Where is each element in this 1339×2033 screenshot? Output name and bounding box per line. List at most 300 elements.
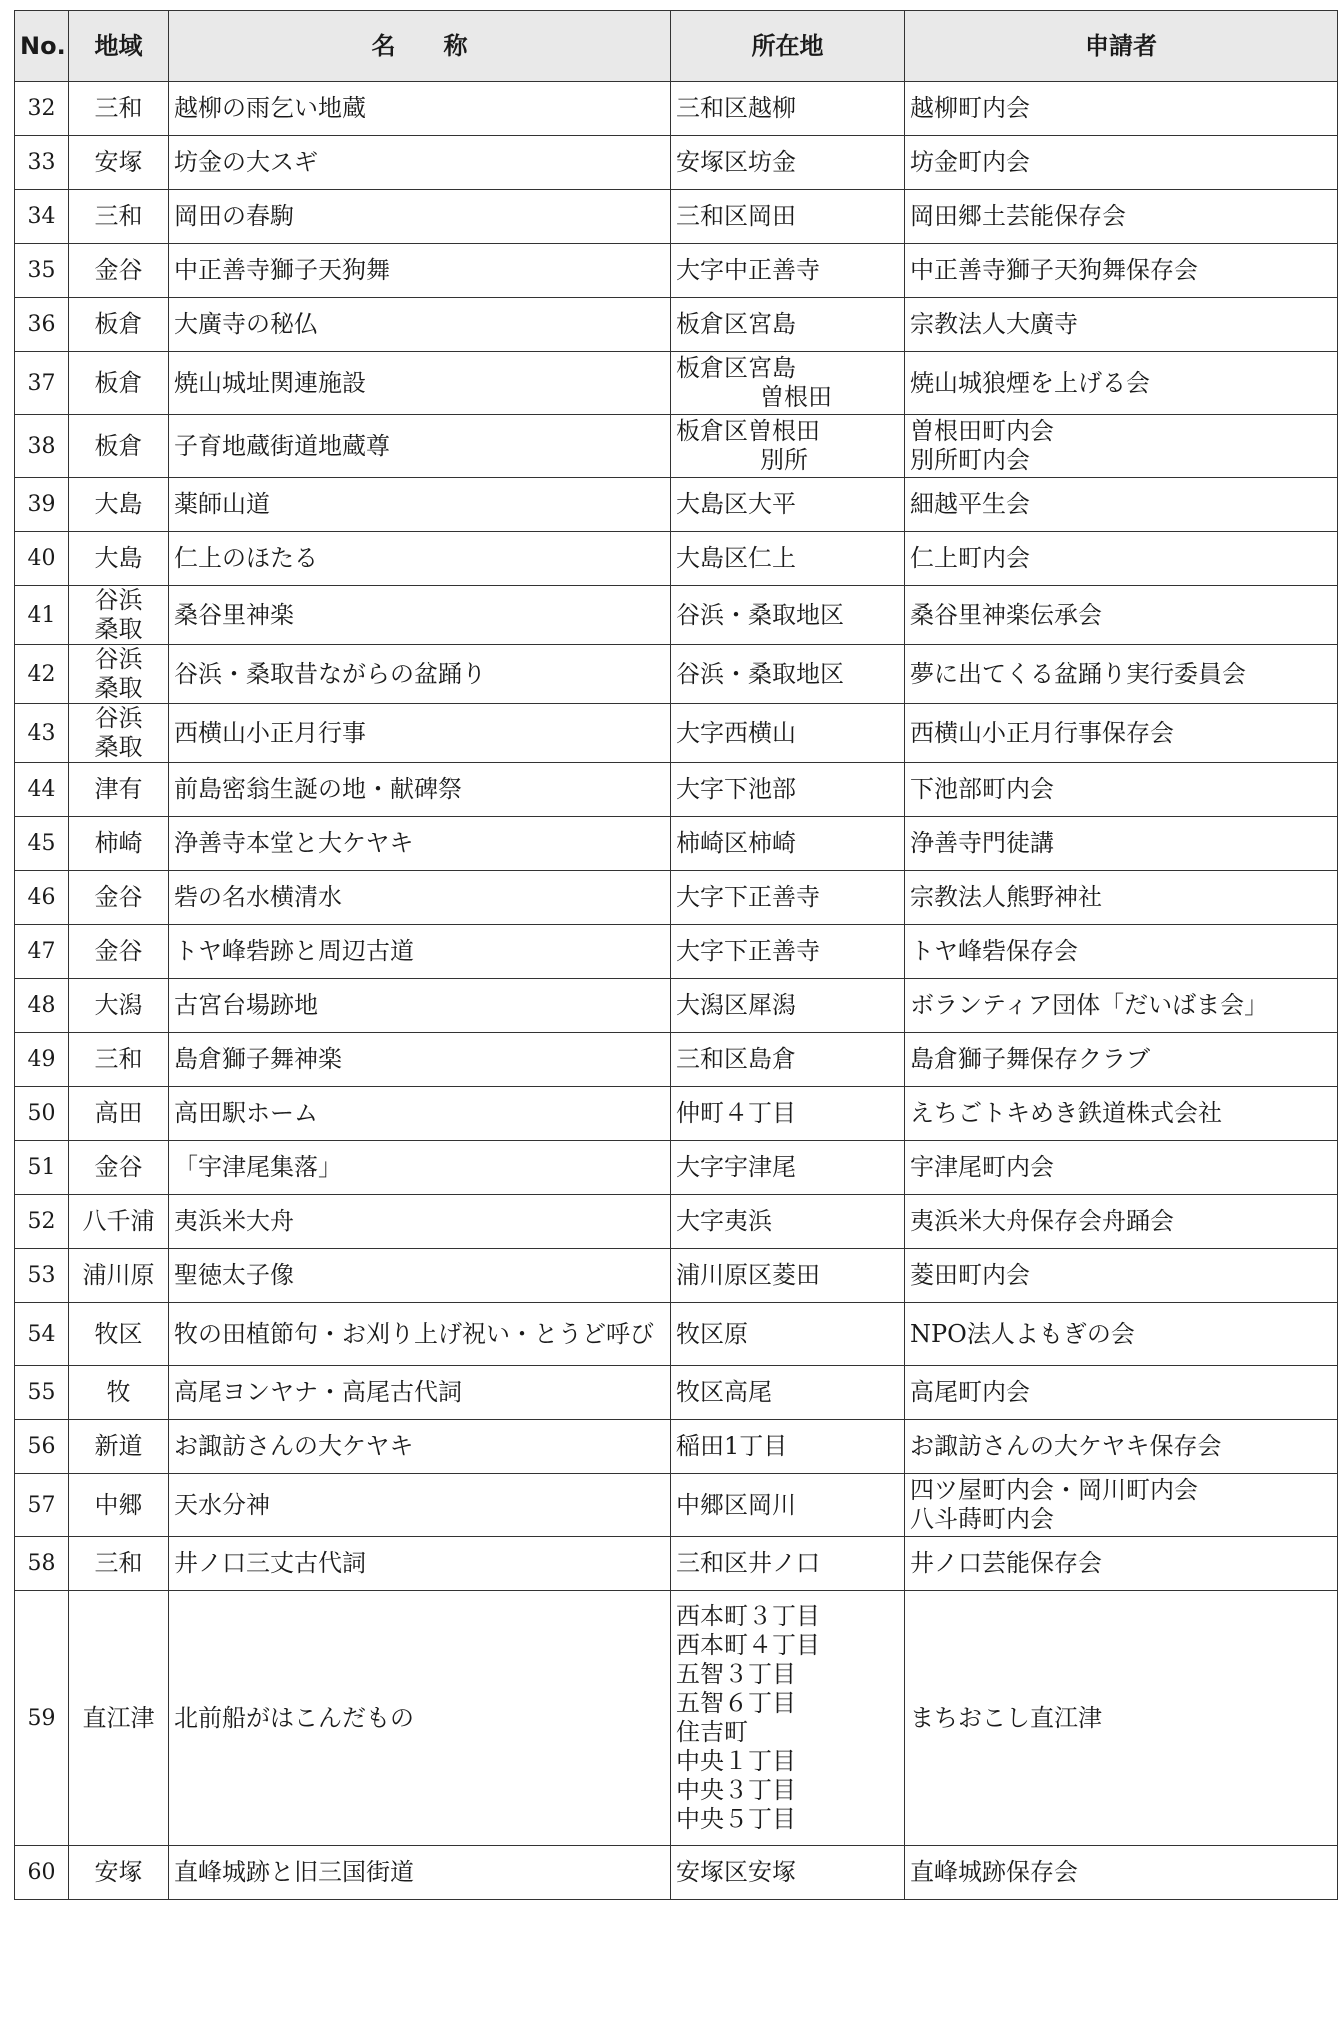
cell-line: 大島 <box>94 544 143 572</box>
cell-text: 高尾ヨンヤナ・高尾古代詞 <box>174 1378 462 1406</box>
cell-text: 西横山小正月行事 <box>174 718 366 747</box>
name-cell <box>169 925 671 979</box>
cell-line: 夷浜米大舟保存会舟踊会 <box>910 1207 1174 1235</box>
table-row <box>15 1591 1338 1846</box>
row-number: 51 <box>15 1141 69 1195</box>
cell-line: 大字西横山 <box>676 718 796 747</box>
name-cell <box>169 1087 671 1141</box>
applicant-cell <box>905 82 1338 136</box>
applicant-cell <box>905 871 1338 925</box>
name-cell <box>169 1591 671 1846</box>
cell-text: 仁上のほたる <box>174 544 318 572</box>
name-cell <box>169 645 671 704</box>
row-number: 42 <box>15 645 69 704</box>
header-row <box>15 11 1338 82</box>
area-cell <box>69 817 169 871</box>
cell-line: 新道 <box>94 1432 143 1460</box>
cell-line: 八斗蒔町内会 <box>910 1505 1054 1533</box>
cell-text: 大廣寺の秘仏 <box>174 310 318 338</box>
cell-line: 板倉区宮島 <box>676 354 796 382</box>
cell-line: 大島区仁上 <box>676 544 796 572</box>
row-number: 37 <box>15 352 69 415</box>
row-number: 43 <box>15 704 69 763</box>
name-cell <box>169 1537 671 1591</box>
name-cell <box>169 532 671 586</box>
name-cell <box>169 1366 671 1420</box>
applicant-cell <box>905 190 1338 244</box>
cell-text: 中正善寺獅子天狗舞 <box>174 256 390 284</box>
cell-line: 板倉 <box>94 310 143 338</box>
cell-line: 宗教法人熊野神社 <box>910 883 1102 911</box>
name-cell <box>169 1420 671 1474</box>
table-row <box>15 1033 1338 1087</box>
name-cell <box>169 1303 671 1366</box>
location-cell <box>671 763 905 817</box>
name-cell <box>169 1474 671 1537</box>
table-row <box>15 763 1338 817</box>
name-cell <box>169 979 671 1033</box>
table-row <box>15 1087 1338 1141</box>
row-number: 53 <box>15 1249 69 1303</box>
cell-line: 三和 <box>94 94 143 122</box>
name-cell <box>169 1195 671 1249</box>
header-location: 所在地 <box>671 11 905 82</box>
table-row <box>15 1195 1338 1249</box>
area-cell <box>69 190 169 244</box>
table-row <box>15 645 1338 704</box>
applicant-cell <box>905 1195 1338 1249</box>
area-cell <box>69 298 169 352</box>
cell-text: 牧の田植節句・お刈り上げ祝い・とうど呼び <box>174 1319 654 1348</box>
location-cell <box>671 82 905 136</box>
cell-text: 聖徳太子像 <box>174 1261 294 1289</box>
cell-line: 桑谷里神楽伝承会 <box>910 600 1102 629</box>
applicant-cell <box>905 298 1338 352</box>
location-cell <box>671 1033 905 1087</box>
applicant-cell <box>905 352 1338 415</box>
cell-text: 焼山城址関連施設 <box>174 368 366 397</box>
applicant-cell <box>905 478 1338 532</box>
cell-line: 三和区越柳 <box>676 94 796 122</box>
area-cell <box>69 871 169 925</box>
table-row <box>15 415 1338 478</box>
cell-line: 中央５丁目 <box>676 1805 796 1833</box>
table-row <box>15 1537 1338 1591</box>
cell-line: 谷浜 <box>94 645 143 673</box>
cell-line: 金谷 <box>94 1153 143 1181</box>
cell-text: トヤ峰砦跡と周辺古道 <box>174 937 414 965</box>
applicant-cell <box>905 586 1338 645</box>
location-cell <box>671 1195 905 1249</box>
cell-line: 焼山城狼煙を上げる会 <box>910 368 1150 397</box>
cell-line: 谷浜・桑取地区 <box>676 600 844 629</box>
row-number: 48 <box>15 979 69 1033</box>
header-no: No. <box>15 11 69 82</box>
cell-line: 直江津 <box>82 1703 155 1732</box>
cell-line: 柿崎区柿崎 <box>676 829 796 857</box>
cell-line: 別所 <box>760 446 808 474</box>
location-cell <box>671 871 905 925</box>
cell-line: 谷浜 <box>94 586 143 614</box>
area-cell <box>69 1591 169 1846</box>
row-number: 35 <box>15 244 69 298</box>
name-cell <box>169 586 671 645</box>
cell-line: 別所町内会 <box>910 446 1030 474</box>
location-cell <box>671 415 905 478</box>
cell-line: 仲町４丁目 <box>676 1099 796 1127</box>
cell-line: NPO法人よもぎの会 <box>910 1319 1135 1348</box>
area-cell <box>69 645 169 704</box>
area-cell <box>69 586 169 645</box>
cell-line: 金谷 <box>94 256 143 284</box>
cell-line: 谷浜 <box>94 704 143 732</box>
area-cell <box>69 352 169 415</box>
area-cell <box>69 415 169 478</box>
area-cell <box>69 1366 169 1420</box>
area-cell <box>69 925 169 979</box>
row-number: 38 <box>15 415 69 478</box>
applicant-cell <box>905 925 1338 979</box>
applicant-cell <box>905 1846 1338 1900</box>
cell-line: まちおこし直江津 <box>910 1703 1102 1732</box>
cell-line: 谷浜・桑取地区 <box>676 659 844 688</box>
applicant-cell <box>905 1087 1338 1141</box>
cell-line: 浄善寺門徒講 <box>910 829 1054 857</box>
row-number: 54 <box>15 1303 69 1366</box>
name-cell <box>169 1033 671 1087</box>
applicant-cell <box>905 1033 1338 1087</box>
area-cell <box>69 1537 169 1591</box>
row-number: 46 <box>15 871 69 925</box>
cell-text: 坊金の大スギ <box>174 148 318 176</box>
row-number: 52 <box>15 1195 69 1249</box>
cell-line: 中央１丁目 <box>676 1747 796 1775</box>
cell-text: 天水分神 <box>174 1490 270 1519</box>
cell-line: 岡田郷土芸能保存会 <box>910 202 1126 230</box>
row-number: 47 <box>15 925 69 979</box>
header-applicant: 申請者 <box>905 11 1338 82</box>
table-row <box>15 1249 1338 1303</box>
cell-line: 中央３丁目 <box>676 1776 796 1804</box>
table-row <box>15 478 1338 532</box>
area-cell <box>69 478 169 532</box>
cell-line: 大字中正善寺 <box>676 256 820 284</box>
cell-line: 金谷 <box>94 883 143 911</box>
name-cell <box>169 298 671 352</box>
name-cell <box>169 1141 671 1195</box>
cell-line: 宇津尾町内会 <box>910 1153 1054 1181</box>
cell-line: 仁上町内会 <box>910 544 1030 572</box>
area-cell <box>69 1249 169 1303</box>
applicant-cell <box>905 415 1338 478</box>
cell-line: 金谷 <box>94 937 143 965</box>
cell-line: 牧 <box>106 1378 131 1406</box>
area-cell <box>69 1846 169 1900</box>
name-cell <box>169 871 671 925</box>
table-row <box>15 1366 1338 1420</box>
cell-line: 大字夷浜 <box>676 1207 772 1235</box>
location-cell <box>671 1420 905 1474</box>
applicant-cell <box>905 244 1338 298</box>
cell-line: 三和 <box>94 1549 143 1577</box>
cell-text: 前島密翁生誕の地・献碑祭 <box>174 775 462 803</box>
cell-line: 牧区 <box>94 1319 143 1348</box>
row-number: 50 <box>15 1087 69 1141</box>
cell-line: 安塚 <box>94 148 143 176</box>
area-cell <box>69 1303 169 1366</box>
table-row <box>15 817 1338 871</box>
location-cell <box>671 1087 905 1141</box>
cell-line: 板倉 <box>94 431 143 460</box>
cell-line: 安塚区坊金 <box>676 148 796 176</box>
table-row <box>15 1420 1338 1474</box>
name-cell <box>169 1846 671 1900</box>
cell-line: 五智６丁目 <box>676 1689 796 1717</box>
row-number: 57 <box>15 1474 69 1537</box>
cell-line: 下池部町内会 <box>910 775 1054 803</box>
location-cell <box>671 979 905 1033</box>
row-number: 60 <box>15 1846 69 1900</box>
table-row <box>15 298 1338 352</box>
name-cell <box>169 763 671 817</box>
location-cell <box>671 244 905 298</box>
location-cell <box>671 352 905 415</box>
cell-text: 直峰城跡と旧三国街道 <box>174 1858 414 1886</box>
applicant-cell <box>905 645 1338 704</box>
cell-text: 岡田の春駒 <box>174 202 294 230</box>
location-cell <box>671 1366 905 1420</box>
header-name: 名 称 <box>169 11 671 82</box>
location-cell <box>671 586 905 645</box>
cell-line: 安塚 <box>94 1858 143 1886</box>
area-cell <box>69 1087 169 1141</box>
area-cell <box>69 763 169 817</box>
applicant-cell <box>905 1366 1338 1420</box>
applicant-cell <box>905 817 1338 871</box>
table-row <box>15 704 1338 763</box>
row-number: 45 <box>15 817 69 871</box>
area-cell <box>69 1195 169 1249</box>
table-row <box>15 82 1338 136</box>
cell-line: 中郷 <box>94 1490 143 1519</box>
cell-text: 桑谷里神楽 <box>174 600 294 629</box>
table-row <box>15 979 1338 1033</box>
cell-line: 越柳町内会 <box>910 94 1030 122</box>
table-row <box>15 244 1338 298</box>
cell-line: 三和 <box>94 1045 143 1073</box>
row-number: 40 <box>15 532 69 586</box>
name-cell <box>169 1249 671 1303</box>
cell-line: 三和区岡田 <box>676 202 796 230</box>
row-number: 41 <box>15 586 69 645</box>
area-cell <box>69 979 169 1033</box>
cell-line: 五智３丁目 <box>676 1660 796 1688</box>
cell-line: 大潟 <box>94 991 143 1019</box>
location-cell <box>671 532 905 586</box>
cell-text: 子育地蔵街道地蔵尊 <box>174 431 390 460</box>
area-cell <box>69 1141 169 1195</box>
applicant-cell <box>905 1303 1338 1366</box>
cell-text: 夷浜米大舟 <box>174 1207 294 1235</box>
cell-line: 三和区井ノ口 <box>676 1549 820 1577</box>
applicant-cell <box>905 1537 1338 1591</box>
row-number: 32 <box>15 82 69 136</box>
cell-line: 曽根田 <box>760 383 832 411</box>
cell-line: 西本町３丁目 <box>676 1602 820 1630</box>
cell-text: 古宮台場跡地 <box>174 991 318 1019</box>
cell-line: お諏訪さんの大ケヤキ保存会 <box>910 1432 1222 1460</box>
cell-text: 薬師山道 <box>174 490 270 518</box>
table-row <box>15 352 1338 415</box>
cell-line: 井ノ口芸能保存会 <box>910 1549 1102 1577</box>
name-cell <box>169 352 671 415</box>
applicant-cell <box>905 1591 1338 1846</box>
name-cell <box>169 244 671 298</box>
cell-line: 中郷区岡川 <box>676 1490 796 1519</box>
table-body <box>15 82 1338 1900</box>
area-cell <box>69 136 169 190</box>
applicant-cell <box>905 763 1338 817</box>
cell-line: 板倉区曽根田 <box>676 417 820 445</box>
cell-line: 八千浦 <box>82 1207 155 1235</box>
location-cell <box>671 1591 905 1846</box>
cell-text: 「宇津尾集落」 <box>174 1153 342 1181</box>
location-cell <box>671 298 905 352</box>
location-cell <box>671 1474 905 1537</box>
row-number: 44 <box>15 763 69 817</box>
row-number: 49 <box>15 1033 69 1087</box>
cell-line: 夢に出てくる盆踊り実行委員会 <box>910 659 1246 688</box>
table-row <box>15 190 1338 244</box>
cell-line: 大潟区犀潟 <box>676 991 796 1019</box>
cell-text: 高田駅ホーム <box>174 1099 318 1127</box>
cell-line: 大字下池部 <box>676 775 796 803</box>
cell-line: 稲田1丁目 <box>676 1432 788 1460</box>
table-row <box>15 1303 1338 1366</box>
registry-table <box>14 10 1338 1900</box>
table-row <box>15 1141 1338 1195</box>
location-cell <box>671 1537 905 1591</box>
area-cell <box>69 1474 169 1537</box>
applicant-cell <box>905 1141 1338 1195</box>
cell-line: 板倉 <box>94 368 143 397</box>
name-cell <box>169 478 671 532</box>
table-row <box>15 136 1338 190</box>
cell-line: 牧区原 <box>676 1319 748 1348</box>
location-cell <box>671 1249 905 1303</box>
area-cell <box>69 532 169 586</box>
cell-line: 高尾町内会 <box>910 1378 1030 1406</box>
row-number: 59 <box>15 1591 69 1846</box>
area-cell <box>69 82 169 136</box>
cell-line: 大字下正善寺 <box>676 883 820 911</box>
name-cell <box>169 190 671 244</box>
cell-line: 桑取 <box>94 733 143 761</box>
cell-line: 中正善寺獅子天狗舞保存会 <box>910 256 1198 284</box>
applicant-cell <box>905 979 1338 1033</box>
cell-line: えちごトキめき鉄道株式会社 <box>910 1099 1222 1127</box>
cell-line: 大字下正善寺 <box>676 937 820 965</box>
cell-line: 直峰城跡保存会 <box>910 1858 1078 1886</box>
cell-line: 桑取 <box>94 615 143 643</box>
applicant-cell <box>905 532 1338 586</box>
name-cell <box>169 136 671 190</box>
row-number: 36 <box>15 298 69 352</box>
cell-text: 北前船がはこんだもの <box>174 1703 414 1732</box>
row-number: 33 <box>15 136 69 190</box>
area-cell <box>69 1033 169 1087</box>
name-cell <box>169 704 671 763</box>
cell-text: 井ノ口三丈古代詞 <box>174 1549 366 1577</box>
table-row <box>15 586 1338 645</box>
row-number: 39 <box>15 478 69 532</box>
location-cell <box>671 478 905 532</box>
cell-line: 三和区島倉 <box>676 1045 796 1073</box>
cell-line: 曽根田町内会 <box>910 417 1054 445</box>
cell-line: 浦川原区菱田 <box>676 1261 820 1289</box>
row-number: 58 <box>15 1537 69 1591</box>
location-cell <box>671 1846 905 1900</box>
table-row <box>15 925 1338 979</box>
location-cell <box>671 1141 905 1195</box>
header-area: 地域 <box>69 11 169 82</box>
area-cell <box>69 1420 169 1474</box>
applicant-cell <box>905 704 1338 763</box>
cell-line: 板倉区宮島 <box>676 310 796 338</box>
name-cell <box>169 82 671 136</box>
cell-line: ボランティア団体「だいばま会」 <box>910 991 1269 1019</box>
applicant-cell <box>905 1420 1338 1474</box>
applicant-cell <box>905 136 1338 190</box>
cell-line: 津有 <box>94 775 143 803</box>
location-cell <box>671 190 905 244</box>
cell-line: 安塚区安塚 <box>676 1858 796 1886</box>
cell-line: 宗教法人大廣寺 <box>910 310 1078 338</box>
cell-text: 浄善寺本堂と大ケヤキ <box>174 829 414 857</box>
location-cell <box>671 925 905 979</box>
cell-line: 牧区高尾 <box>676 1378 772 1406</box>
cell-line: 大島 <box>94 490 143 518</box>
area-cell <box>69 704 169 763</box>
table-row <box>15 1846 1338 1900</box>
location-cell <box>671 645 905 704</box>
cell-text: 島倉獅子舞神楽 <box>174 1045 342 1073</box>
row-number: 34 <box>15 190 69 244</box>
cell-line: 浦川原 <box>82 1261 155 1289</box>
cell-line: 西横山小正月行事保存会 <box>910 718 1174 747</box>
cell-line: 坊金町内会 <box>910 148 1030 176</box>
name-cell <box>169 415 671 478</box>
cell-text: 越柳の雨乞い地蔵 <box>174 94 366 122</box>
location-cell <box>671 1303 905 1366</box>
cell-text: お諏訪さんの大ケヤキ <box>174 1432 414 1460</box>
cell-line: トヤ峰砦保存会 <box>910 937 1078 965</box>
cell-line: 西本町４丁目 <box>676 1631 820 1659</box>
table-row <box>15 871 1338 925</box>
table-row <box>15 532 1338 586</box>
area-cell <box>69 244 169 298</box>
location-cell <box>671 817 905 871</box>
location-cell <box>671 136 905 190</box>
cell-line: 細越平生会 <box>910 490 1030 518</box>
name-cell <box>169 817 671 871</box>
cell-line: 大字宇津尾 <box>676 1153 796 1181</box>
cell-line: 桑取 <box>94 674 143 702</box>
cell-text: 谷浜・桑取昔ながらの盆踊り <box>174 659 486 688</box>
row-number: 55 <box>15 1366 69 1420</box>
cell-line: 高田 <box>94 1099 143 1127</box>
cell-line: 住吉町 <box>676 1718 748 1746</box>
